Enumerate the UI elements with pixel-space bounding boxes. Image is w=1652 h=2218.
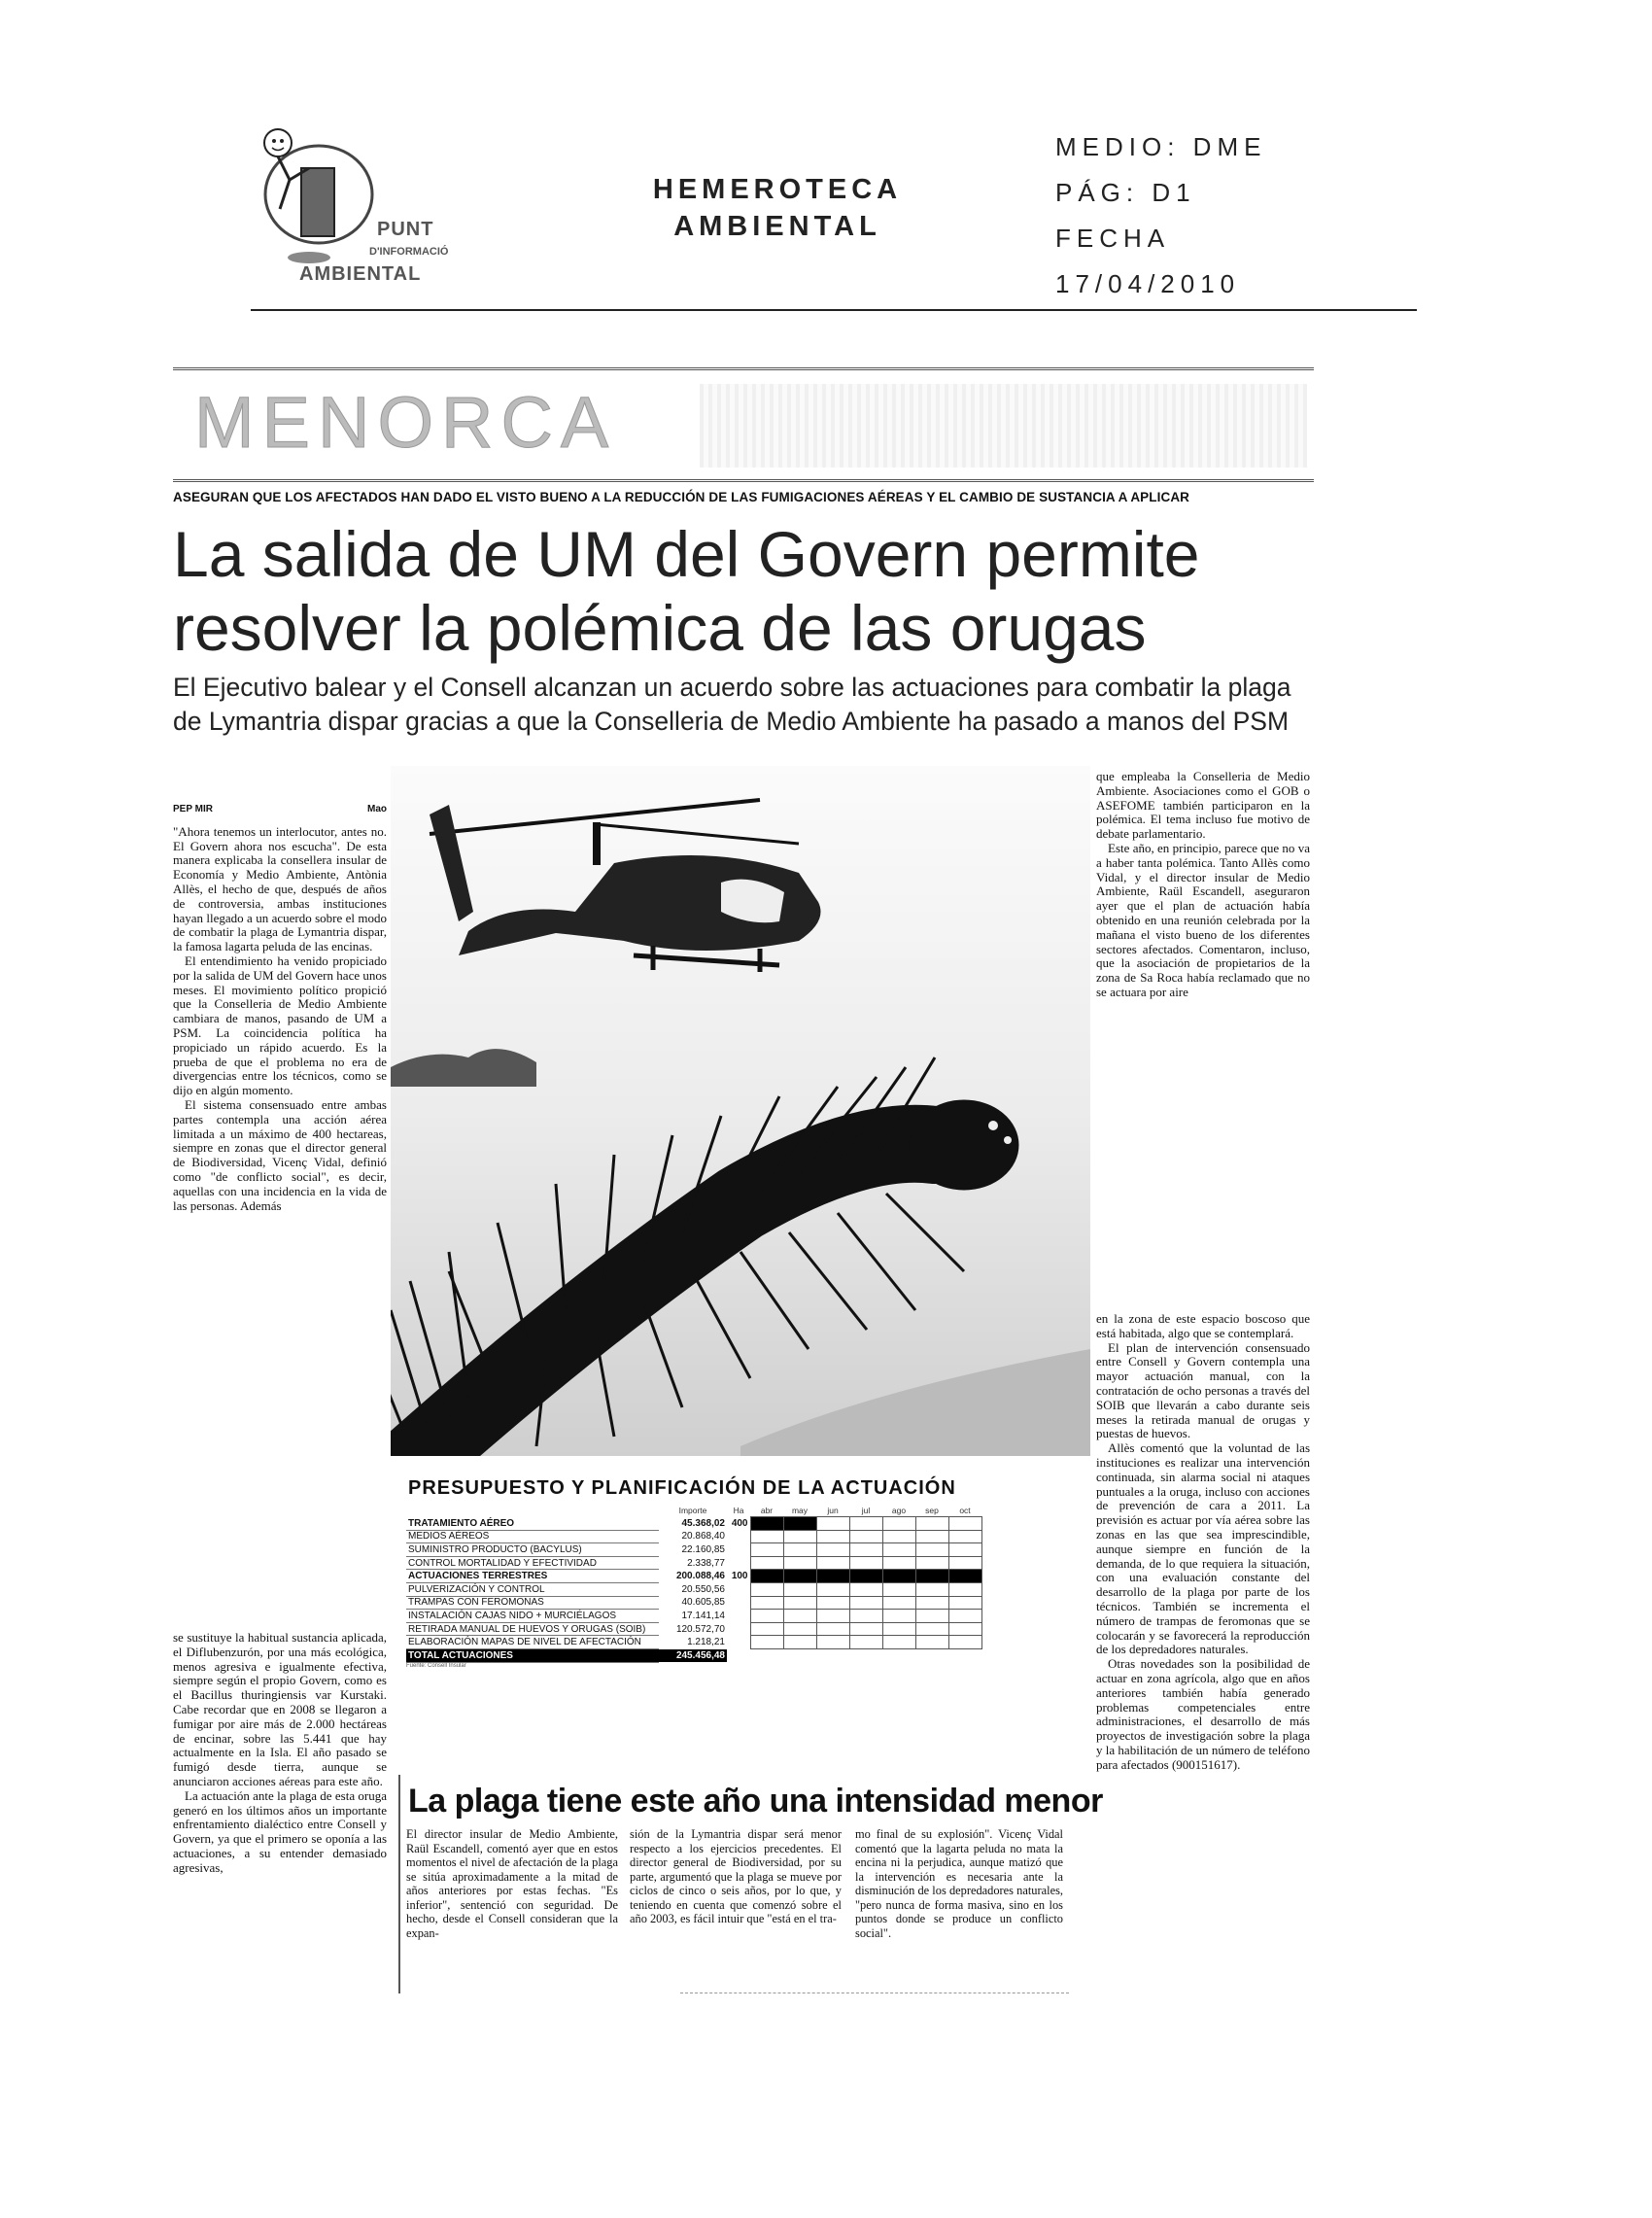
row-label: TOTAL ACTUACIONES [406, 1649, 659, 1663]
row-label: TRATAMIENTO AÉREO [406, 1517, 659, 1531]
byline [173, 803, 387, 817]
table-row [406, 1556, 981, 1570]
article-subhead [173, 671, 1320, 739]
paragraph: El plan de intervención consensuado entre Consell y Govern contempla una mayor actuación manual, con la contratación de ocho personas a través del SOIB que llevarán a cabo durante seis meses la retirada manual de orugas y puestas de huevos. [1096, 1339, 1310, 1441]
row-value: 120.572,70 [675, 1623, 725, 1635]
table-header-row [406, 1504, 981, 1517]
table-header-month: jun [827, 1505, 839, 1515]
table-header-month: jul [861, 1505, 871, 1515]
sidebar-title: La plaga tiene este año una intensidad menor [408, 1783, 1103, 1819]
byline-place: Mao [367, 804, 387, 814]
headline-line2: resolver la polémica de las orugas [173, 592, 1147, 664]
table-header-month: ago [891, 1505, 907, 1515]
row-label: SUMINISTRO PRODUCTO (BACYLUS) [406, 1543, 659, 1557]
logo-text-punt: PUNT [377, 219, 434, 240]
sidebar-column-3: mo final de su explosión". Vicenç Vidal comentó que la lagarta peluda no mata la encina ni la perjudica, aunque matizó que la intervención es necesaria ante la disminución de los depredadores naturales, "pero nunca de forma masiva, sino en los puntos donde se produce un conflicto social". [855, 1827, 1063, 1940]
table-row [406, 1530, 981, 1543]
row-value: 1.218,21 [687, 1637, 725, 1648]
row-label: INSTALACIÓN CAJAS NIDO + MURCIÉLAGOS [406, 1610, 659, 1623]
paragraph: "Ahora tenemos un interlocutor, antes no. El Govern ahora nos escucha". De esta manera explicaba la consellera insular de Economía y Medio Ambiente, Antònia Allès, el hecho de que, después de años de controversia, ambas instituciones hayan llegado a un acuerdo sobre el modo de combatir la plaga de Lymantria dispar, la famosa lagarta peluda de las encinas. [173, 823, 387, 954]
article-column-left-bottom [173, 1631, 387, 1876]
logo-text-ambiental: AMBIENTAL [299, 263, 422, 285]
headline-line1: La salida de UM del Govern permite [173, 518, 1200, 590]
row-value: 40.605,85 [681, 1597, 725, 1609]
hemeroteca-title [602, 171, 952, 245]
table-row [406, 1596, 981, 1610]
article-kicker: ASEGURAN QUE LOS AFECTADOS HAN DADO EL VISTO BUENO A LA REDUCCIÓN DE LAS FUMIGACIONES AÉREAS Y EL CAMBIO DE SUSTANCIA A APLICAR [173, 490, 1190, 504]
budget-table-title: PRESUPUESTO Y PLANIFICACIÓN DE LA ACTUACIÓN [408, 1477, 956, 1499]
row-value: 45.368,02 [681, 1517, 725, 1529]
row-value: 22.160,85 [681, 1544, 725, 1556]
punt-informacio-logo [251, 121, 449, 295]
sidebar-column-2: sión de la Lymantria dispar será menor respecto a los ejercicios precedentes. El director general de Biodiversidad, por su parte, argumentó que la plaga se mueve por ciclos de cinco o seis años, por lo que, y teniendo en cuenta que comenzó sobre el año 2003, es fácil intuir que "está en el tra- [630, 1827, 842, 1925]
pag-label: PÁG: D1 [1055, 178, 1196, 207]
table-row [406, 1636, 981, 1649]
row-label: TRAMPAS CON FEROMONAS [406, 1596, 659, 1610]
paragraph: El sistema consensuado entre ambas partes contempla una acción aérea limitada a un máximo de 400 hectareas, siempre en zonas que el director general de Biodiversidad, Vicenç Vidal, definió como "de conflicto social", es decir, aquellas con una incidencia en la vida de las personas. Además [173, 1096, 387, 1213]
table-header-month: may [791, 1505, 809, 1515]
subhead-line1: El Ejecutivo balear y el Consell alcanzan un acuerdo sobre las actuaciones para combatir la plaga [173, 673, 1291, 702]
row-value: 17.141,14 [681, 1611, 725, 1622]
mascot-icon [251, 121, 387, 267]
paragraph: Allès comentó que la voluntad de las instituciones es realizar una intervención continuada, sin alarma social ni ataques puntuales a la oruga, incluso con acciones de prevención de cara a 2011. La previsión es actuar por vía aérea sobre las zonas en las que sea imprescindible, aunque siempre en función de la demanda, de lo que requiera la situación, con una evaluación constante del desarrollo de la plaga por parte de los técnicos. También se incrementa el número de trampas de feromonas que se colocarán y se favorecerá la reproducción de los depredadores naturales. [1096, 1440, 1310, 1657]
table-row [406, 1622, 981, 1636]
row-label: MEDIOS AÉREOS [406, 1530, 659, 1543]
table-header-ha: Ha [733, 1505, 744, 1515]
medio-label: MEDIO: DME [1055, 132, 1267, 161]
table-header-month: sep [925, 1505, 939, 1515]
sidebar-column-1: El director insular de Medio Ambiente, Raül Escandell, comentó ayer que en estos momentos el nivel de afectación de la plaga se sitúa aproximadamente a la mitad de años anteriores por estas fechas. "Es inferior", sentenció con seguridad. De hecho, desde el Consell consideran que la expan- [406, 1827, 618, 1940]
article-column-right-bottom [1096, 1312, 1310, 1773]
budget-table [406, 1504, 982, 1663]
logo-text-informacio: D'INFORMACIÓ [369, 246, 449, 258]
paragraph: La actuación ante la plaga de esta oruga generó en los últimos años un importante enfrentamiento dialéctico entre Consell y Govern, ya que el primero se oponía a las actuaciones, a su entender demasiado agresivas, [173, 1787, 387, 1875]
table-row [406, 1570, 981, 1583]
row-ha: 400 [731, 1517, 748, 1529]
table-row [406, 1517, 981, 1531]
fecha-value: 17/04/2010 [1055, 269, 1241, 298]
paragraph: en la zona de este espacio boscoso que está habitada, algo que se contemplará. [1096, 1311, 1310, 1340]
table-row [406, 1583, 981, 1597]
table-header-month: abr [760, 1505, 774, 1515]
clipping-metadata [1055, 124, 1266, 307]
row-label: CONTROL MORTALIDAD Y EFECTIVIDAD [406, 1556, 659, 1570]
section-banner-texture [700, 384, 1307, 468]
row-value: 245.456,48 [659, 1649, 727, 1663]
paragraph: El entendimiento ha venido propiciado por la salida de UM del Govern hace unos meses. El movimiento político propició que la Conselleria de Medio Ambiente cambiara de manos, pasando de UM a PSM. La coincidencia política ha propiciado un rápido acuerdo. Es la prueba de que el problema no era de divergencias entre los técnicos, como se dijo en algún momento. [173, 953, 387, 1098]
byline-author: PEP MIR [173, 804, 213, 814]
subhead-line2: de Lymantria dispar gracias a que la Conselleria de Medio Ambiente ha pasado a manos del PSM [173, 707, 1290, 736]
row-label: RETIRADA MANUAL DE HUEVOS Y ORUGAS (SOIB) [406, 1622, 659, 1636]
header-rule [251, 309, 1417, 311]
row-value: 200.088,46 [675, 1571, 725, 1582]
paragraph: se sustituye la habitual sustancia aplicada, el Diflubenzurón, por una más ecológica, menos agresiva e igualmente efectiva, siempre según el propio Govern, como es el Bacillus thuringiensis var Kurstaki. Cabe recordar que en 2008 se llegaron a fumigar por aire más de 2.000 hectáreas de encinar, sobre las 5.441 que hay actualmente en la Isla. El año pasado se fumigó desde tierra, aunque se anunciaron acciones aéreas para este año. [173, 1630, 387, 1788]
fecha-label: FECHA [1055, 224, 1171, 253]
table-header-label [406, 1504, 659, 1517]
hemeroteca-title-line2: AMBIENTAL [673, 211, 881, 242]
article-photo [391, 766, 1090, 1456]
row-label: ELABORACIÓN MAPAS DE NIVEL DE AFECTACIÓN [406, 1636, 659, 1649]
table-source: Fuente: Consell Insular [406, 1662, 466, 1669]
paragraph: Otras novedades son la posibilidad de actuar en zona agrícola, algo que en años anteriores también había generado problemas competenciales entre administraciones, el desarrollo de más proyectos de investigación sobre la plaga y la habilitación de un número de teléfono para afectados (900151617). [1096, 1656, 1310, 1772]
paragraph: que empleaba la Conselleria de Medio Ambiente. Asociaciones como el GOB o ASEFOME también participaron en la polémica. El tema incluso fue motivo de debate parlamentario. [1096, 769, 1310, 842]
table-row [406, 1610, 981, 1623]
table-row [406, 1543, 981, 1557]
section-name: MENORCA [194, 382, 617, 463]
article-headline [173, 517, 1339, 665]
table-row-total [406, 1649, 981, 1663]
helicopter-caterpillar-illustration [391, 766, 1090, 1456]
table-header-importe: Importe [678, 1505, 707, 1515]
row-label: ACTUACIONES TERRESTRES [406, 1570, 659, 1583]
article-column-left [173, 803, 387, 1213]
row-value: 2.338,77 [687, 1557, 725, 1569]
budget-table-box [406, 1477, 1067, 1740]
hemeroteca-title-line1: HEMEROTECA [652, 174, 903, 205]
table-header-month: oct [959, 1505, 971, 1515]
row-value: 20.550,56 [681, 1583, 725, 1595]
row-label: PULVERIZACIÓN Y CONTROL [406, 1583, 659, 1597]
paragraph: Este año, en principio, parece que no va a haber tanta polémica. Tanto Allès como Vidal, y el director insular de Medio Ambiente, Raül Escandell, aseguraron ayer que el plan de actuación había obtenido en una reunión celebrada por la mañana el visto bueno de los diferentes sectores afectados. Comentaron, incluso, que la asociación de propietarios de la zona de Sa Roca había reclamado que no se actuara por aire [1096, 840, 1310, 999]
row-ha: 100 [731, 1571, 748, 1582]
article-column-right-top [1096, 770, 1310, 1000]
row-value: 20.868,40 [681, 1531, 725, 1542]
